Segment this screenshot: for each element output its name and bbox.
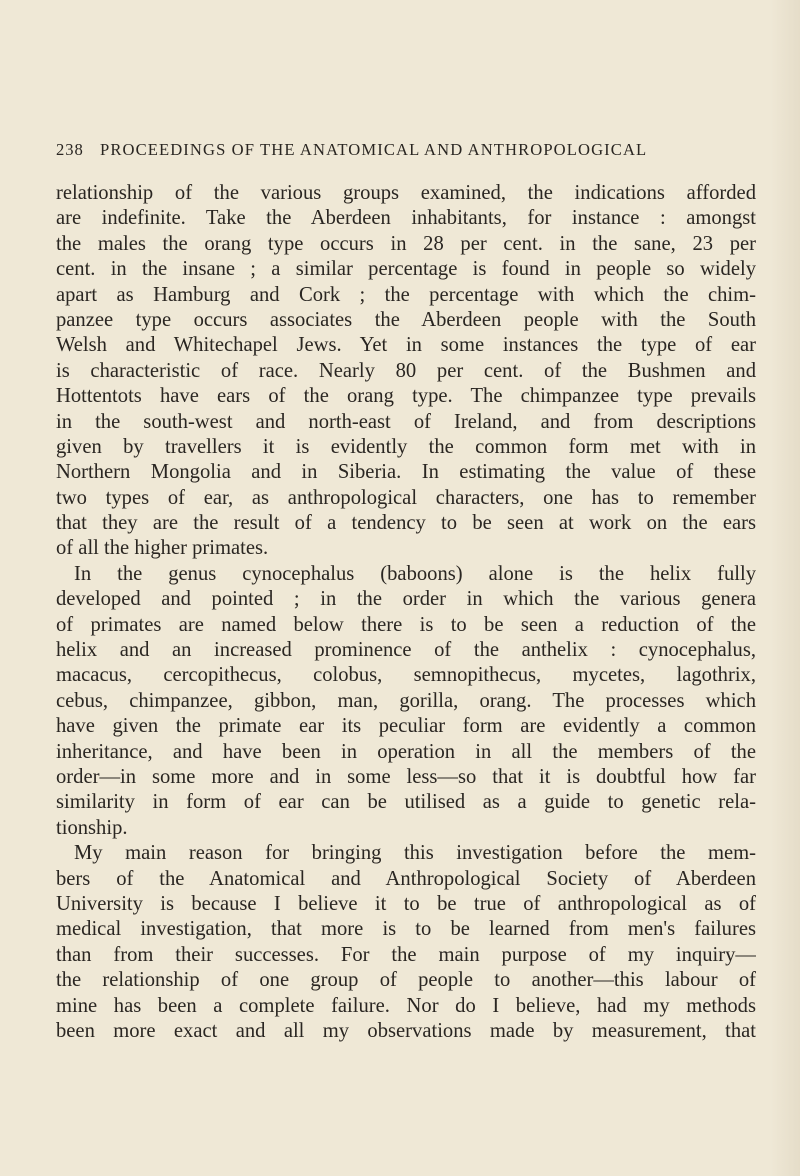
- text-line: have given the primate ear its peculiar form are evidently a common: [56, 715, 756, 738]
- text-line: mine has been a complete failure. Nor do I believe, had my methods: [56, 994, 756, 1017]
- text-line: that they are the result of a tendency to be seen at work on the ears: [56, 512, 756, 535]
- text-line: My main reason for bringing this investigation before the mem-: [74, 842, 756, 865]
- text-line: been more exact and all my observations made by measurement, that: [56, 1019, 756, 1042]
- text-line: two types of ear, as anthropological characters, one has to remember: [56, 486, 756, 509]
- text-line: bers of the Anatomical and Anthropological Society of Aberdeen: [56, 867, 756, 890]
- text-line: helix and an increased prominence of the anthelix : cynocephalus,: [56, 639, 756, 662]
- text-line: are indefinite. Take the Aberdeen inhabitants, for instance : amongst: [56, 207, 756, 230]
- text-line: Hottentots have ears of the orang type. The chimpanzee type prevails: [56, 385, 756, 408]
- text-line: cent. in the insane ; a similar percentage is found in people so widely: [56, 258, 756, 281]
- text-line: tionship.: [56, 816, 128, 839]
- text-line: is characteristic of race. Nearly 80 per cent. of the Bushmen and: [56, 359, 756, 382]
- body-text: [56, 181, 756, 1044]
- text-line: developed and pointed ; in the order in which the various genera: [56, 588, 756, 611]
- text-line: In the genus cynocephalus (baboons) alone is the helix fully: [74, 562, 756, 585]
- text-line: than from their successes. For the main purpose of my inquiry—: [56, 943, 756, 966]
- text-line: relationship of the various groups examined, the indications afforded: [56, 182, 756, 204]
- text-line: inheritance, and have been in operation in all the members of the: [56, 740, 756, 763]
- text-line: of primates are named below there is to be seen a reduction of the: [56, 613, 756, 636]
- text-line: apart as Hamburg and Cork ; the percentage with which the chim-: [56, 283, 756, 306]
- text-line: cebus, chimpanzee, gibbon, man, gorilla, orang. The processes which: [56, 689, 756, 712]
- text-line: the males the orang type occurs in 28 per cent. in the sane, 23 per: [56, 232, 756, 255]
- text-line: panzee type occurs associates the Aberdeen people with the South: [56, 308, 756, 331]
- running-head: [56, 140, 756, 164]
- text-line: University is because I believe it to be true of anthropological as of: [56, 892, 756, 915]
- text-line: order—in some more and in some less—so that it is doubtful how far: [56, 765, 756, 788]
- text-line: similarity in form of ear can be utilised as a guide to genetic rela-: [56, 791, 756, 814]
- text-line: Northern Mongolia and in Siberia. In estimating the value of these: [56, 461, 756, 484]
- running-title: PROCEEDINGS OF THE ANATOMICAL AND ANTHROPOLOGICAL: [100, 140, 648, 159]
- text-line: macacus, cercopithecus, colobus, semnopithecus, mycetes, lagothrix,: [56, 664, 756, 687]
- text-line: Welsh and Whitechapel Jews. Yet in some instances the type of ear: [56, 334, 756, 357]
- page-number: 238: [56, 140, 84, 159]
- text-line: in the south-west and north-east of Ireland, and from descriptions: [56, 410, 756, 433]
- text-line: of all the higher primates.: [56, 537, 269, 560]
- text-line: given by travellers it is evidently the common form met with in: [56, 435, 756, 458]
- text-line: medical investigation, that more is to be learned from men's failures: [56, 918, 756, 941]
- text-line: the relationship of one group of people to another—this labour of: [56, 969, 756, 992]
